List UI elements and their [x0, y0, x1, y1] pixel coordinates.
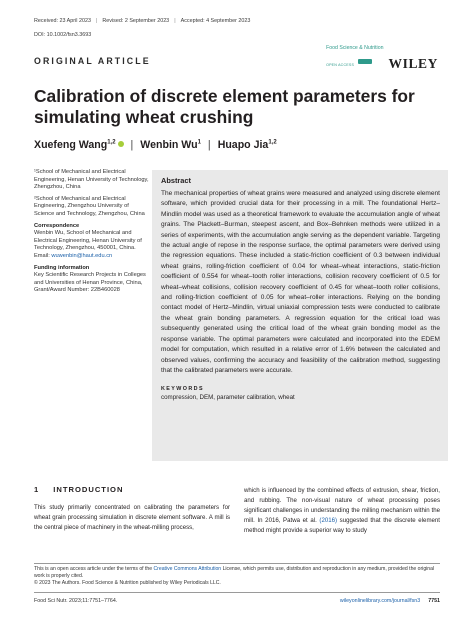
funding-text: Key Scientific Research Projects in Colleges and Universities of Henan Province, China, Grant/Award Number: 22B460028: [34, 272, 146, 294]
article-title: Calibration of discrete element parameters for simulating wheat crushing: [34, 86, 415, 127]
body-text-right: [244, 486, 440, 536]
body-text-segment: suggested that the discrete element method might provide a superior way to study: [244, 517, 440, 534]
author-affiliation-marker: 1,2: [107, 139, 116, 146]
body-text-left: This study primarily concentrated on calibrating the parameters for wheat grain processing simulation in discrete element software. A mill is the central piece of machinery in the wheat-milling process,: [34, 504, 230, 531]
affiliation-2: ²School of Mechanical and Electrical Engineering, Zhengzhou University of Science and Technology, Zhengzhou, China: [34, 195, 145, 217]
funding-block: [34, 265, 150, 295]
author-separator: |: [207, 139, 211, 151]
received-date: Received: 23 April 2023: [34, 18, 91, 24]
abstract-box: [152, 170, 448, 461]
body-text-segment: which is influenced by the combined effects of extrusion, shear, friction, and rubbing. The non-visual nature of wheat processing poses significant challenges in understanding the milling mechanism within the mill. In 2016, Patwa et al.: [244, 487, 440, 524]
page-number: 7751: [428, 598, 440, 604]
author-affiliation-marker: 1: [197, 139, 201, 146]
correspondence-label: Correspondence: [34, 222, 80, 229]
correspondence-text: Wenbin Wu, School of Mechanical and Electrical Engineering, Henan University of Technology, Zhengzhou, 450001, China.: [34, 230, 142, 252]
journal-url-link[interactable]: wileyonlinelibrary.com/journal/fsn3: [339, 598, 421, 604]
publisher-logo: WILEY: [388, 56, 438, 72]
abstract-heading: Abstract: [161, 176, 191, 185]
open-access-icon: [358, 59, 372, 64]
section-heading: [34, 485, 123, 494]
author-name: Huapo Jia: [217, 139, 269, 151]
author-affiliation-marker: 1,2: [268, 139, 277, 146]
divider: |: [95, 18, 98, 24]
license-notice: [34, 566, 444, 588]
author-name: Wenbin Wu: [140, 139, 198, 151]
copyright-text: © 2023 The Authors. Food Science & Nutrition published by Wiley Periodicals LLC.: [34, 580, 221, 587]
creative-commons-link[interactable]: Creative Commons Attribution: [153, 566, 222, 572]
author[interactable]: [218, 139, 277, 151]
footer-divider: [34, 592, 440, 593]
section-title: INTRODUCTION: [53, 485, 124, 494]
author[interactable]: [140, 139, 201, 151]
doi[interactable]: DOI: 10.1002/fsn3.3693: [34, 32, 92, 38]
affiliation-sidebar: [34, 169, 150, 299]
funding-label: Funding information: [34, 264, 90, 271]
received-dates: [34, 18, 250, 24]
journal-citation: Food Sci Nutr. 2023;11:7751–7764.: [34, 598, 118, 604]
author[interactable]: [34, 139, 124, 151]
correspondence-block: [34, 223, 150, 261]
revised-date: Revised: 2 September 2023: [102, 18, 170, 24]
open-access-badge: [326, 53, 372, 71]
author-name: Xuefeng Wang: [34, 139, 108, 151]
section-number: 1: [34, 485, 40, 494]
divider: |: [174, 18, 176, 24]
article-type: ORIGINAL ARTICLE: [34, 56, 151, 66]
correspondence-email-link[interactable]: wuwenbin@haut.edu.cn: [51, 252, 113, 259]
footer-divider: [34, 563, 440, 564]
footer-right: [340, 598, 440, 604]
orcid-icon[interactable]: [118, 141, 124, 147]
keywords-heading: KEYWORDS: [161, 386, 204, 393]
license-text: This is an open access article under the terms of the: [34, 566, 154, 572]
open-access-label: OPEN ACCESS: [326, 62, 355, 67]
email-label: Email:: [34, 252, 50, 259]
journal-name: Food Science & Nutrition: [326, 45, 384, 51]
keywords-list: compression, DEM, parameter calibration, wheat: [161, 394, 295, 402]
author-separator: |: [130, 139, 134, 151]
author-list: [34, 139, 277, 151]
citation-link[interactable]: (2016): [319, 517, 338, 524]
license-text: License, which permits use, distribution and reproduction in any medium, provided the original work is properly cited.: [34, 566, 435, 580]
abstract-text: The mechanical properties of wheat grains were measured and analyzed using discrete element software, which provided crucial data for their processing in a mill. The foundational Hertz–Mindlin model was used as a theoretical framework to evaluate the accumulation angle of wheat grains. The Plackett–Burman, steepest ascent, and Box–Behnken methods were utilized in a series of experiments, with the accumulation angle serving as the dependent variable. Targeting the actual angle of repose in the response surface, the optimal parameters were derived using the regression equations. These included a static-friction coefficient of 0.3 between individual wheat grains, rolling-friction coefficient of 0.04 for wheat–wheat interactions, static-friction coefficient of 0.554 for wheat–tooth roller interactions, collision recovery coefficient of 0.5 for wheat–wheat collisions, collision recovery coefficient of 0.45 for wheat–tooth roller collisions, and rolling-friction coefficient of 0.05 for wheat–roller interactions. Relying on the bonding contact model of Hertz–Mindlin, virtual uniaxial compression tests were conducted to calibrate the wheat grain bonding parameters. A regression equation for the critical load was subsequently generated using the critical load of the wheat grain bonding model as the response variable. The optimal parameters were calculated and incorporated into the EDEM model for computation, which resulted in a relative error of 1.6% between the calculated and observed values, confirming the accuracy and feasibility of the calibration method, suggesting that the calibrated parameters were accurate.: [161, 190, 440, 374]
journal-logo-block[interactable]: [326, 46, 438, 71]
accepted-date: Accepted: 4 September 2023: [180, 18, 251, 24]
affiliation-1: ¹School of Mechanical and Electrical Engineering, Henan University of Technology, Zhengzhou, China: [34, 169, 149, 191]
page-footer: [34, 598, 440, 604]
